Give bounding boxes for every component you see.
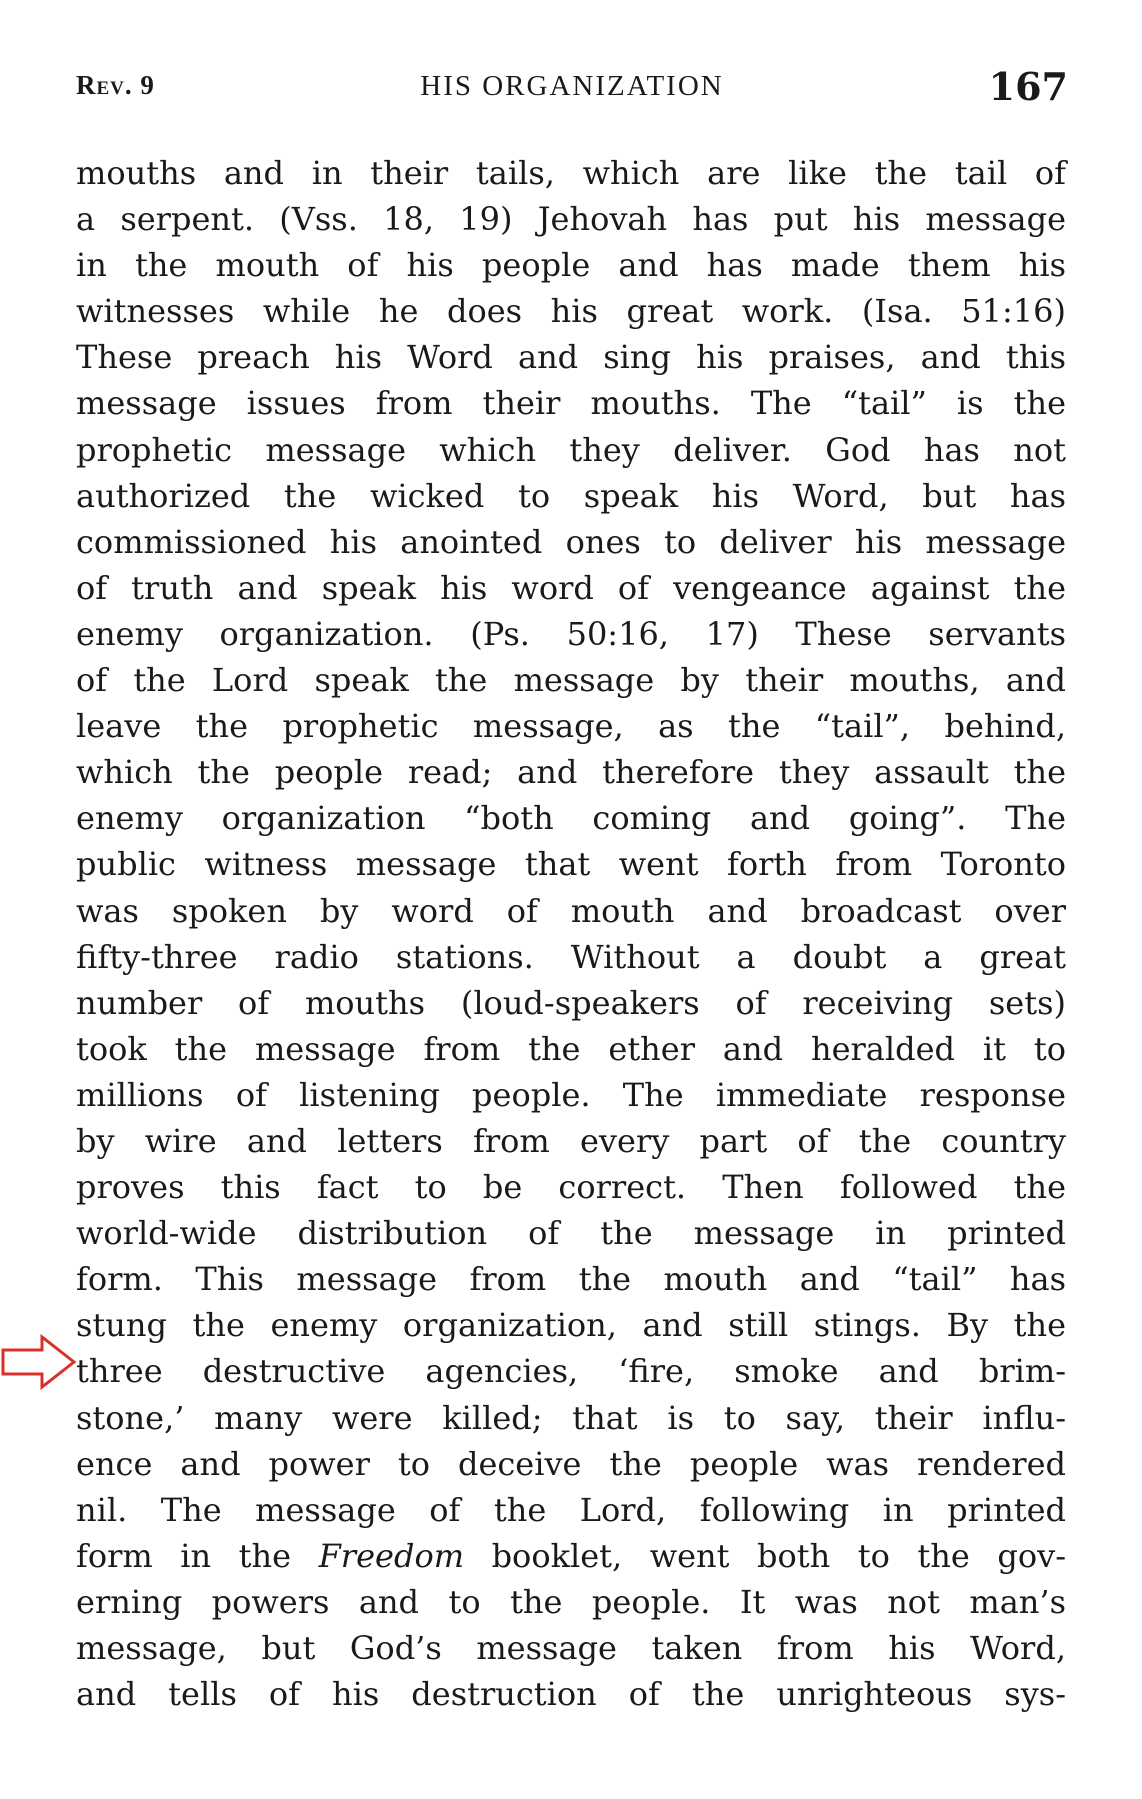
text-line: of the Lord speak the message by their mouths, and — [76, 661, 1066, 700]
text-line: millions of listening people. The immediate response — [76, 1075, 1066, 1114]
running-head — [76, 62, 1068, 112]
text-segment: form in the — [76, 1536, 319, 1575]
text-line: enemy organization “both coming and going”. The — [76, 799, 1066, 838]
page-number: 167 — [988, 64, 1068, 109]
text-line: by wire and letters from every part of the country — [76, 1121, 1066, 1160]
text-line: in the mouth of his people and has made them his — [76, 246, 1066, 285]
text-line: nil. The message of the Lord, following in printed — [76, 1490, 1066, 1529]
red-arrow-icon — [0, 1332, 80, 1392]
text-line: message issues from their mouths. The “tail” is the — [76, 384, 1066, 423]
text-line: stung the enemy organization, and still stings. By the — [76, 1306, 1066, 1345]
chapter-reference: Rev. 9 — [76, 70, 155, 100]
text-line: was spoken by word of mouth and broadcast over — [76, 891, 1066, 930]
text-line: of truth and speak his word of vengeance against the — [76, 568, 1066, 607]
text-line: and tells of his destruction of the unrighteous sys- — [76, 1675, 1066, 1714]
text-line: commissioned his anointed ones to deliver his message — [76, 522, 1066, 561]
text-line: erning powers and to the people. It was not man’s — [76, 1582, 1066, 1621]
text-line: a serpent. (Vss. 18, 19) Jehovah has put his message — [76, 200, 1066, 239]
text-line: prophetic message which they deliver. God has not — [76, 430, 1066, 469]
body-text — [76, 150, 1066, 1717]
text-line: witnesses while he does his great work. (Isa. 51:16) — [76, 292, 1066, 331]
text-line: mouths and in their tails, which are like the tail of — [76, 154, 1066, 192]
arrow-outline — [3, 1337, 74, 1387]
highlighted-text-line: three destructive agencies, ‘fire, smoke and brim- — [76, 1352, 1066, 1391]
text-line: number of mouths (loud-speakers of receiving sets) — [76, 983, 1066, 1022]
text-line: fifty-three radio stations. Without a doubt a great — [76, 937, 1066, 976]
running-title: HIS ORGANIZATION — [420, 70, 724, 102]
text-line: form. This message from the mouth and “tail” has — [76, 1260, 1066, 1299]
text-line: took the message from the ether and heralded it to — [76, 1029, 1066, 1068]
text-segment: booklet, went both to the gov- — [464, 1536, 1066, 1575]
text-line: leave the prophetic message, as the “tail”, behind, — [76, 707, 1066, 746]
text-line: which the people read; and therefore they assault the — [76, 753, 1066, 792]
text-line: stone,’ many were killed; that is to say, their influ- — [76, 1398, 1066, 1437]
text-line: enemy organization. (Ps. 50:16, 17) These servants — [76, 614, 1066, 653]
text-line: message, but God’s message taken from his Word, — [76, 1629, 1066, 1667]
text-line-freedom — [76, 1533, 1066, 1579]
text-line: world-wide distribution of the message in printed — [76, 1214, 1066, 1253]
text-line: These preach his Word and sing his praises, and this — [76, 338, 1066, 377]
text-line: public witness message that went forth from Toronto — [76, 845, 1066, 884]
text-line: ence and power to deceive the people was rendered — [76, 1444, 1066, 1483]
text-line: proves this fact to be correct. Then followed the — [76, 1168, 1066, 1207]
booklet-title-italic: Freedom — [318, 1536, 465, 1575]
text-line: authorized the wicked to speak his Word, but has — [76, 476, 1066, 515]
